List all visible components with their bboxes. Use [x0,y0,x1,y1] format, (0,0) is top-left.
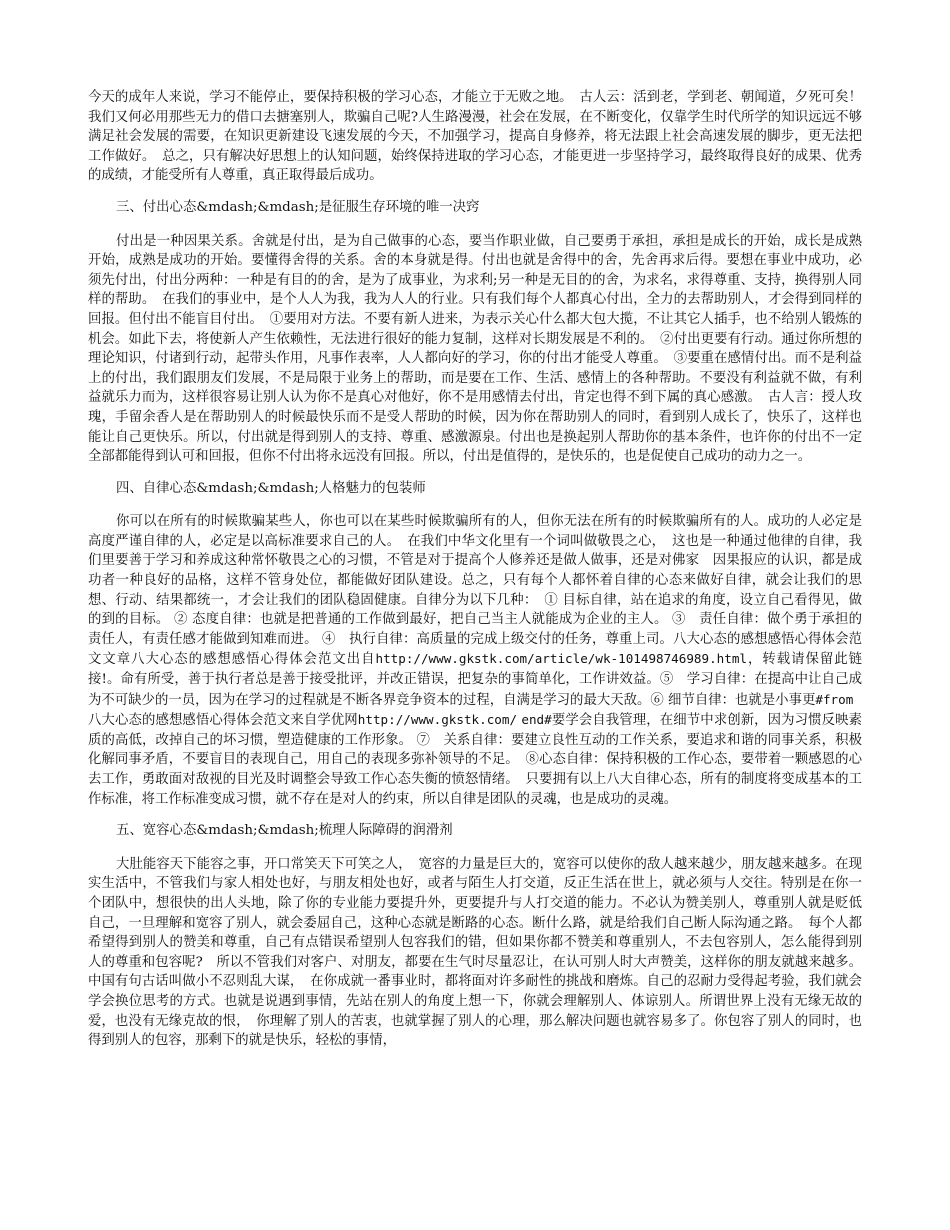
intro-paragraph: 今天的成年人来说，学习不能停止，要保持积极的学习心态，才能立于无败之地。 古人云：活到老，学到老、朝闻道，夕死可矣！ 我们又何必用那些无力的借口去搪塞别人，欺骗自己呢?人生路漫漫，社会在发展，在不断变化，仅靠学生时代所学的知识远远不够满足社会发展的需要，在知识更新建设飞速发展的今天，不加强学习，提高自身修养，将无法跟上社会高速发展的脚步，更无法把工作做好。 总之，只有解决好思想上的认知问题，始终保持进取的学习心态，才能更进一步坚持学习，最终取得良好的成果、优秀的成绩，才能受所有人尊重，真正取得最后成功。 [88,90,876,184]
body-text-part2: ，转载请保留此链接!。命有所受，善于执行者总是善于接受批评，并改正错误，把复杂的事简单化，工作讲效益。⑤ 学习自律：在提高中让自己成为不可缺少的一员，因为在学习的过程就是不断各界竞争资本的过程，自满是学习的最大天敌。⑥ 细节自律：也就是小事更 [88,652,863,708]
body-text-part4: 要学会自我管理，在细节中求创新，因为习惯反映素质的高低，改掉自己的坏习惯，塑造健康的工作形象。 ⑦ 关系自律：要建立良性互动的工作关系，要追求和谐的同事关系，积极化解同事矛盾，不要盲目的表现自己，用自己的表现多弥补领导的不足。 ⑧心态自律：保持积极的工作心态，要带着一颗感恩的心去工作，勇敢面对敌视的目光及时调整会导致工作心态失衡的愤怒情绪。 只要拥有以上八大自律心态，所有的制度将变成基本的工作标准，将工作标准变成习惯，就不存在是对人的约束，所以自律是团队的灵魂，也是成功的灵魂。 [88,713,862,807]
end-anchor-text: end# [521,712,552,728]
article-url: http://www.gkstk.com/article/wk-101498746989.html [375,651,748,667]
body-text-part3: 八大心态的感想感悟心得体会范文来自学优网 [88,692,867,729]
section-body-tolerance: 大肚能容天下能容之事，开口常笑天下可笑之人， 宽容的力量是巨大的，宽容可以使你的敌人越来越少，朋友越来越多。在现实生活中，不管我们与家人相处也好，与朋友相处也好，或者与陌生人打交道，反正生活在世上，就必须与人交往。特别是在你一个团队中，想很快的出人头地，除了你的专业能力要提升外，更要提升与人打交道的能力。不必认为赞美别人，尊重别人就是贬低自己，一旦理解和宽容了别人，就会委屈自己，这种心态就是断路的心态。断什么路，就是给我们自己断人际沟通之路。 每个人都希望得到别人的赞美和尊重，自己有点错误希望别人包容我们的错，但如果你都不赞美和尊重别人，不去包容别人，怎么能得到别人的尊重和包容呢? 所以不管我们对客户、对朋友，都要在生气时尽量忍让，在认可别人时大声赞美，这样你的朋友就越来越多。中国有句古话叫做小不忍则乱大谋， 在你成就一番事业时，都将面对许多耐性的挑战和磨炼。自己的忍耐力受得起考验，我们就会学会换位思考的方式。也就是说遇到事情，先站在别人的角度上想一下，你就会理解别人、体谅别人。所谓世界上没有无缘无故的爱，也没有无缘克故的恨， 你理解了别人的苦衷，也就掌握了别人的心理，那么解决问题也就容易多了。你包容了别人的同时，也得到别人的包容，那剩下的就是快乐，轻松的事情， [88,856,862,1049]
section-heading-giving: 三、付出心态&mdash;&mdash;是征服生存环境的唯一决窍 [116,199,480,215]
section-heading-self-discipline: 四、自律心态&mdash;&mdash;人格魅力的包装师 [116,480,426,496]
body-text-part1: 你可以在所有的时候欺骗某些人，你也可以在某些时候欺骗所有的人，但你无法在所有的时候欺骗所有的人。成功的人必定是高度严谨自律的人，必定是以高标准要求自己的人。 在我们中华文化里有一个词叫做敬畏之心， 这也是一种通过他律的自律，我们里要善于学习和养成这种常怀敬畏之心的习惯，不管是对于提高个人修养还是做人做事，还是对佛家 因果报应的认识，都是成功者一种良好的品格，这样不管身处位，都能做好团队建设。总之，只有每个人都怀着自律的心态来做好自律，就会让我们的思想、行动、结果都统一，才会让我们的团队稳固健康。自律分为以下几种： ① 目标自律，站在追求的角度，设立自己看得见，做的到的目标。 ② 态度自律：也就是把普通的工作做到最好，把自己当主人就能成为企业的主人。 ③ 责任自律：做个勇于承担的责任人，有责任感才能做到知难而进。 ④ 执行自律：高质量的完成上级交付的任务，尊重上司。八大心态的感想感悟心得体会范文文章八大心态的感想感悟心得体会范文出自 [88,514,862,668]
site-url: http://www.gkstk.com/ [357,712,518,728]
section-heading-tolerance: 五、宽容心态&mdash;&mdash;梳理人际障碍的润滑剂 [116,823,453,839]
from-anchor-text: #from [815,691,854,707]
section-body-self-discipline [88,512,867,809]
section-body-giving: 付出是一种因果关系。舍就是付出，是为自己做事的心态，要当作职业做，自己要勇于承担，承担是成长的开始，成长是成熟开始，成熟是成功的开始。要懂得舍得的关系。舍的本身就是得。付出也就是舍得中的舍，先舍再求后得。要想在事业中成功，必须先付出，付出分两种：一种是有目的的舍，是为了成事业，为求利;另一种是无目的的舍，为求名，求得尊重、支持，换得别人同样的帮助。 在我们的事业中，是个人人为我，我为人人的行业。只有我们每个人都真心付出，全力的去帮助别人，才会得到同样的回报。但付出不能盲目付出。 ①要用对方法。不要有新人进来，为表示关心什么都大包大揽，不让其它人插手，也不给别人锻炼的机会。如此下去，将使新人产生依赖性，无法进行很好的能力复制，这样对长期发展是不利的。 ②付出更要有行动。通过你所想的理论知识，付诸到行动，起带头作用，凡事作表率，人人都向好的学习，你的付出才能受人尊重。 ③要重在感情付出。而不是利益上的付出，我们跟朋友们发展，不是局限于业务上的帮助，而是要在工作、生活、感情上的各种帮助。不要没有利益就不做，有利益就乐力而为，这样很容易让别人认为你不是真心对他好，你不是用感情去付出，肯定也得不到下属的真心感激。 古人言：授人玫瑰，手留余香人是在帮助别人的时候最快乐而不是受人帮助的时候，因为你在帮助别人的同时，看到别人成长了，快乐了，这样也能让自己更快乐。所以，付出就是得到别人的支持、尊重、感激源泉。付出也是换起别人帮助你的基本条件，也许你的付出不一定全部都能得到认可和回报，但你不付出将永远没有回报。所以，付出是值得的，是快乐的，也是促使自己成功的动力之一。 [88,233,862,465]
